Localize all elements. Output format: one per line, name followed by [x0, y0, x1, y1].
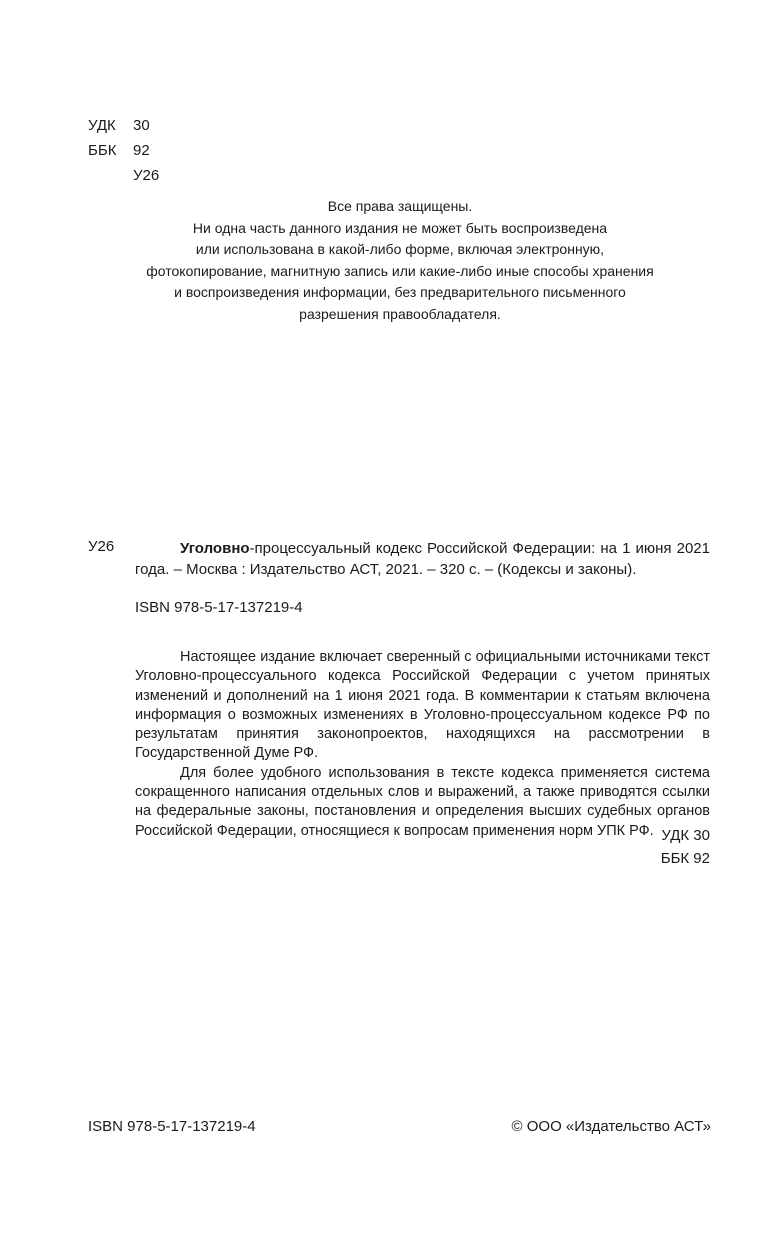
- author-sign-row: [88, 163, 159, 188]
- udk-label: УДК: [88, 117, 116, 134]
- author-sign-label: [88, 163, 133, 188]
- author-sign-value: У26: [133, 167, 160, 184]
- udk-code-right: УДК 30: [661, 827, 710, 844]
- biblio-title-rest: -процессуальный кодекс Российской Федерации: на 1 июня 2021 года. – Москва : Издательство АСТ, 2021. – 320 с. – (Кодексы и законы).: [135, 540, 710, 578]
- biblio-author-sign: У26: [88, 538, 115, 555]
- rights-line: и воспроизведения информации, без предварительного письменного: [174, 284, 626, 300]
- annotation-paragraph-2: Для более удобного использования в тексте кодекса применяется система сокращенного написания отдельных слов и выражений, а также приводятся ссылки на федеральные законы, постановления и определения высших судебных органов Российской Федерации, относящиеся к вопросам применения норм УПК РФ.: [135, 764, 710, 839]
- isbn-number: ISBN 978-5-17-137219-4: [135, 599, 303, 616]
- annotation-paragraph-1: Настоящее издание включает сверенный с официальными источниками текст Уголовно-процессуального кодекса Российской Федерации с учетом принятых изменений и дополнений на 1 июня 2021 года. В комментарии к статьям включена информация о возможных изменениях в Уголовно-процессуальном кодексе РФ по результатам принятия законопроектов, находящихся на рассмотрении в Государственной Думе РФ.: [135, 649, 710, 762]
- rights-line: или использована в какой-либо форме, включая электронную,: [195, 241, 605, 257]
- rights-line: разрешения правообладателя.: [299, 305, 501, 322]
- biblio-title-bold: Уголовно: [180, 540, 250, 557]
- udk-value: 30: [133, 117, 150, 134]
- bbk-row: [88, 138, 159, 163]
- bbk-code-right: ББК 92: [660, 850, 710, 867]
- classification-codes-top: [88, 113, 159, 188]
- bbk-label: ББК: [88, 142, 117, 159]
- udk-row: [88, 113, 159, 138]
- bibliographic-entry: [88, 538, 710, 616]
- rights-notice: [88, 196, 712, 325]
- rights-line: Ни одна часть данного издания не может быть воспроизведена: [192, 219, 608, 236]
- biblio-description: [135, 538, 710, 580]
- bbk-value: 92: [133, 142, 150, 159]
- footer-isbn: ISBN 978-5-17-137219-4: [88, 1118, 256, 1135]
- imprint-footer: [88, 1118, 711, 1135]
- annotation-block: [135, 648, 710, 841]
- classification-codes-right: [661, 824, 710, 870]
- footer-copyright: © ООО «Издательство АСТ»: [511, 1118, 711, 1135]
- rights-line: фотокопирование, магнитную запись или какие-либо иные способы хранения: [146, 262, 654, 279]
- rights-line: Все права защищены.: [327, 198, 473, 214]
